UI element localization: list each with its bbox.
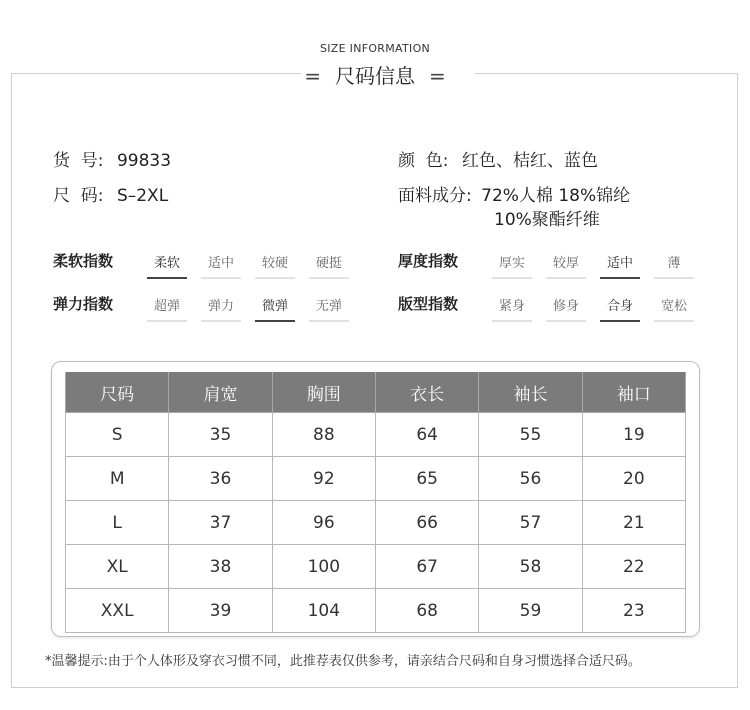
section-subtitle: SIZE INFORMATION [319, 42, 431, 55]
table-cell: 19 [582, 413, 685, 457]
thickness-index-label: 厚度指数 [398, 252, 459, 270]
item-number-label: 货 号: [53, 151, 104, 171]
table-cell: 65 [375, 457, 478, 501]
elasticity-options [147, 295, 363, 322]
table-cell: 100 [272, 545, 375, 589]
table-cell: XL [66, 545, 169, 589]
elasticity-option: 弹力 [201, 295, 241, 322]
table-cell: 96 [272, 501, 375, 545]
item-number-value: 99833 [116, 151, 172, 171]
elasticity-option: 无弹 [309, 295, 349, 322]
table-cell: 36 [169, 457, 272, 501]
table-cell: 37 [169, 501, 272, 545]
table-cell: L [66, 501, 169, 545]
thickness-options [492, 252, 708, 279]
table-cell: M [66, 457, 169, 501]
table-cell: 23 [582, 589, 685, 633]
softness-option: 硬挺 [309, 252, 349, 279]
table-cell: 35 [169, 413, 272, 457]
table-row [66, 457, 686, 501]
fitting-note: *温馨提示:由于个人体形及穿衣习惯不同，此推荐表仅供参考，请亲结合尺码和自身习惯选择合适尺码。 [45, 654, 641, 669]
table-row [66, 545, 686, 589]
size-range-label: 尺 码: [53, 186, 104, 206]
table-cell: 66 [375, 501, 478, 545]
column-header: 衣长 [375, 372, 478, 413]
elasticity-option: 超弹 [147, 295, 187, 322]
softness-options [147, 252, 363, 279]
item-number [53, 146, 171, 171]
fit-option: 宽松 [654, 295, 694, 322]
fit-options [492, 295, 708, 322]
fabric-label: 面料成分: [398, 186, 472, 206]
elasticity-option: 微弹 [255, 295, 295, 322]
table-cell: 55 [479, 413, 582, 457]
table-cell: 92 [272, 457, 375, 501]
fit-index-label: 版型指数 [398, 295, 459, 313]
table-row [66, 589, 686, 633]
table-cell: 22 [582, 545, 685, 589]
table-cell: 20 [582, 457, 685, 501]
table-cell: 68 [375, 589, 478, 633]
thickness-option: 厚实 [492, 252, 532, 279]
thickness-option: 较厚 [546, 252, 586, 279]
table-cell: 67 [375, 545, 478, 589]
softness-index-label: 柔软指数 [53, 252, 114, 270]
softness-option: 较硬 [255, 252, 295, 279]
fit-option: 紧身 [492, 295, 532, 322]
title-dash-right: = [429, 64, 446, 88]
colors-value: 红色、桔红、蓝色 [461, 151, 598, 171]
fit-option: 合身 [600, 295, 640, 322]
fabric [398, 181, 630, 206]
table-cell: 59 [479, 589, 582, 633]
column-header: 尺码 [66, 372, 169, 413]
size-range [53, 181, 168, 206]
table-cell: 39 [169, 589, 272, 633]
table-cell: 21 [582, 501, 685, 545]
column-header: 袖长 [479, 372, 582, 413]
table-cell: 38 [169, 545, 272, 589]
size-range-value: S–2XL [116, 186, 169, 206]
colors-label: 颜 色: [398, 151, 449, 171]
fit-option: 修身 [546, 295, 586, 322]
fabric-value-line1: 72%人棉 18%锦纶 [481, 186, 631, 206]
table-cell: 58 [479, 545, 582, 589]
fabric-line2: 10%聚酯纤维 [494, 210, 600, 230]
size-table [65, 372, 686, 633]
elasticity-index-label: 弹力指数 [53, 295, 114, 313]
table-cell: 56 [479, 457, 582, 501]
table-cell: 64 [375, 413, 478, 457]
thickness-option: 适中 [600, 252, 640, 279]
title-dash-left: = [304, 64, 321, 88]
softness-option: 柔软 [147, 252, 187, 279]
column-header: 袖口 [582, 372, 685, 413]
table-row [66, 413, 686, 457]
table-cell: 104 [272, 589, 375, 633]
table-row [66, 501, 686, 545]
column-header: 胸围 [272, 372, 375, 413]
title-text: 尺码信息 [335, 64, 415, 88]
table-cell: S [66, 413, 169, 457]
table-cell: 57 [479, 501, 582, 545]
table-header-row [66, 372, 686, 413]
table-cell: XXL [66, 589, 169, 633]
thickness-option: 薄 [654, 252, 694, 279]
section-title [0, 60, 750, 89]
table-cell: 88 [272, 413, 375, 457]
colors [398, 146, 598, 171]
softness-option: 适中 [201, 252, 241, 279]
column-header: 肩宽 [169, 372, 272, 413]
